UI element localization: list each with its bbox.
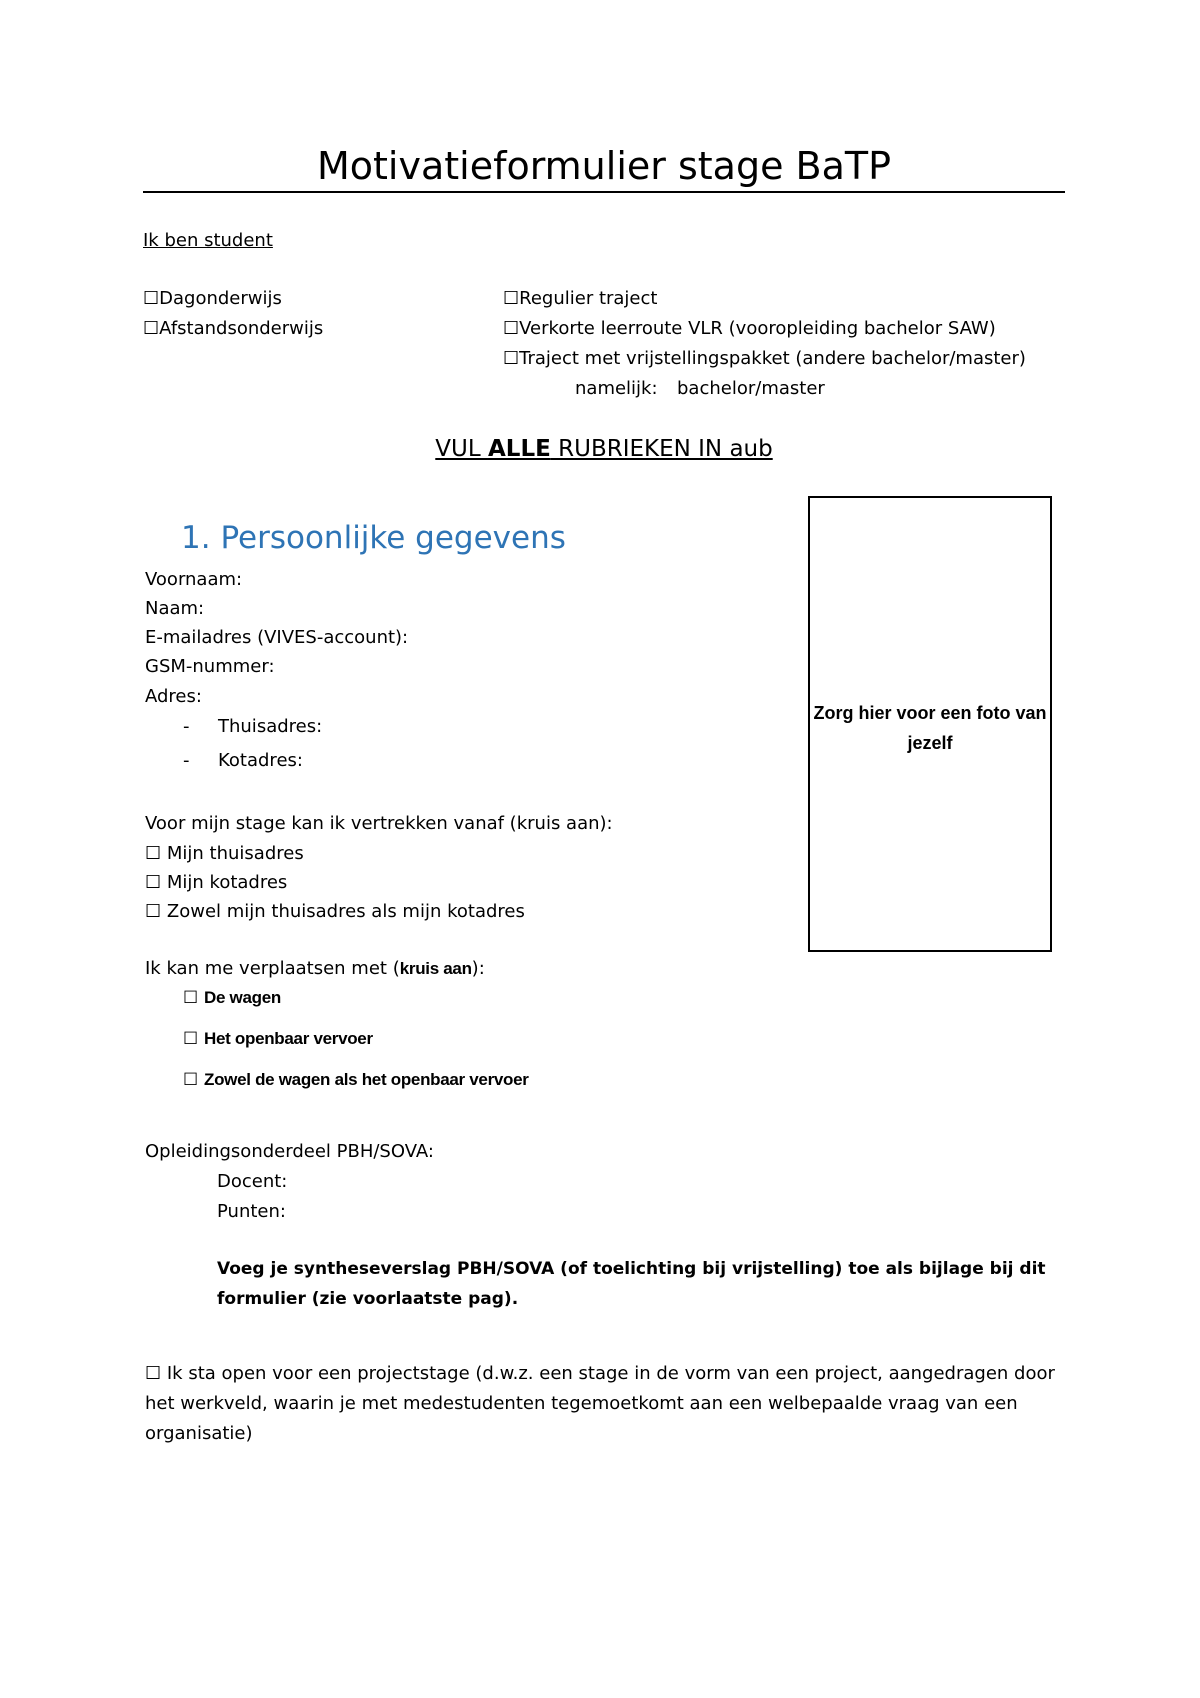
fill-all-notice <box>143 436 1065 462</box>
checkbox-icon[interactable]: ☐ <box>183 1029 199 1049</box>
section-number: 1. <box>181 520 211 556</box>
checkbox-icon[interactable]: ☐ <box>145 843 162 864</box>
field-email: E-mailadres (VIVES-account): <box>145 627 409 648</box>
notice-text: VUL <box>435 436 488 462</box>
course-label: Opleidingsonderdeel PBH/SOVA: <box>145 1141 434 1162</box>
photo-placeholder[interactable] <box>808 496 1052 952</box>
field-kotadres: Kotadres: <box>218 750 303 771</box>
question-bold: kruis aan <box>399 959 472 978</box>
option-label: Regulier traject <box>519 288 658 309</box>
checkbox-icon[interactable]: ☐ <box>183 1070 199 1090</box>
departure-question: Voor mijn stage kan ik vertrekken vanaf (kruis aan): <box>145 813 613 834</box>
option-label: Traject met vrijstellingspakket (andere bachelor/master) <box>519 348 1026 369</box>
checkbox-icon[interactable]: ☐ <box>145 1363 162 1384</box>
bullet-dash: - <box>183 750 190 771</box>
checkbox-icon[interactable]: ☐ <box>183 988 199 1008</box>
project-line1: Ik sta open voor een projectstage (d.w.z. een stage in de vorm van een project, aangedragen door <box>166 1363 1055 1384</box>
transport-question <box>145 958 485 979</box>
option-label: Mijn thuisadres <box>166 843 304 864</box>
option-dagonderwijs[interactable] <box>143 288 282 309</box>
departure-option-kot[interactable] <box>145 872 287 893</box>
option-regulier[interactable] <box>503 288 657 309</box>
question-text: Ik kan me verplaatsen met ( <box>145 958 400 979</box>
photo-instruction: Zorg hier voor een foto van jezelf <box>813 703 1047 753</box>
checkbox-icon[interactable]: ☐ <box>143 318 160 339</box>
bullet-dash: - <box>183 716 190 737</box>
section-heading <box>181 518 566 558</box>
notice-bold: ALLE <box>487 436 551 462</box>
checkbox-icon[interactable]: ☐ <box>143 288 160 309</box>
field-voornaam: Voornaam: <box>145 569 243 590</box>
field-thuisadres: Thuisadres: <box>218 716 323 737</box>
option-label: Verkorte leerroute VLR (vooropleiding bachelor SAW) <box>519 318 996 339</box>
student-label: Ik ben student <box>143 230 273 251</box>
transport-option-public[interactable] <box>183 1028 373 1049</box>
option-label: Zowel de wagen als het openbaar vervoer <box>203 1070 529 1089</box>
checkbox-icon[interactable]: ☐ <box>503 288 520 309</box>
option-vrijstelling[interactable] <box>503 348 1026 369</box>
option-label: De wagen <box>203 988 281 1007</box>
project-option[interactable] <box>145 1363 1055 1384</box>
course-note-line1: Voeg je syntheseverslag PBH/SOVA (of toelichting bij vrijstelling) toe als bijlage bij dit <box>217 1259 1046 1279</box>
transport-option-car[interactable] <box>183 987 281 1008</box>
project-line3: organisatie) <box>145 1423 253 1444</box>
option-label: Afstandsonderwijs <box>159 318 324 339</box>
field-naam: Naam: <box>145 598 205 619</box>
checkbox-icon[interactable]: ☐ <box>145 901 162 922</box>
namelijk-label: namelijk: <box>575 378 658 399</box>
checkbox-icon[interactable]: ☐ <box>503 318 520 339</box>
question-text: ): <box>471 958 485 979</box>
checkbox-icon[interactable]: ☐ <box>503 348 520 369</box>
transport-option-both[interactable] <box>183 1069 529 1090</box>
checkbox-icon[interactable]: ☐ <box>145 872 162 893</box>
title-underline <box>143 191 1065 193</box>
field-gsm: GSM-nummer: <box>145 656 275 677</box>
project-line2: het werkveld, waarin je met medestudenten tegemoetkomt aan een welbepaalde vraag van een <box>145 1393 1018 1414</box>
option-label: Het openbaar vervoer <box>203 1029 373 1048</box>
course-note-line2: formulier (zie voorlaatste pag). <box>217 1289 519 1309</box>
notice-text: RUBRIEKEN IN aub <box>550 436 773 462</box>
option-label: Mijn kotadres <box>166 872 288 893</box>
namelijk-value: bachelor/master <box>677 378 825 399</box>
departure-option-home[interactable] <box>145 843 304 864</box>
option-label: Zowel mijn thuisadres als mijn kotadres <box>166 901 525 922</box>
course-punten: Punten: <box>217 1201 286 1222</box>
section-title: Persoonlijke gegevens <box>220 520 566 556</box>
option-afstandsonderwijs[interactable] <box>143 318 323 339</box>
departure-option-both[interactable] <box>145 901 525 922</box>
field-adres: Adres: <box>145 686 202 707</box>
option-label: Dagonderwijs <box>159 288 282 309</box>
course-docent: Docent: <box>217 1171 288 1192</box>
option-vlr[interactable] <box>503 318 996 339</box>
page-title: Motivatieformulier stage BaTP <box>316 144 892 188</box>
